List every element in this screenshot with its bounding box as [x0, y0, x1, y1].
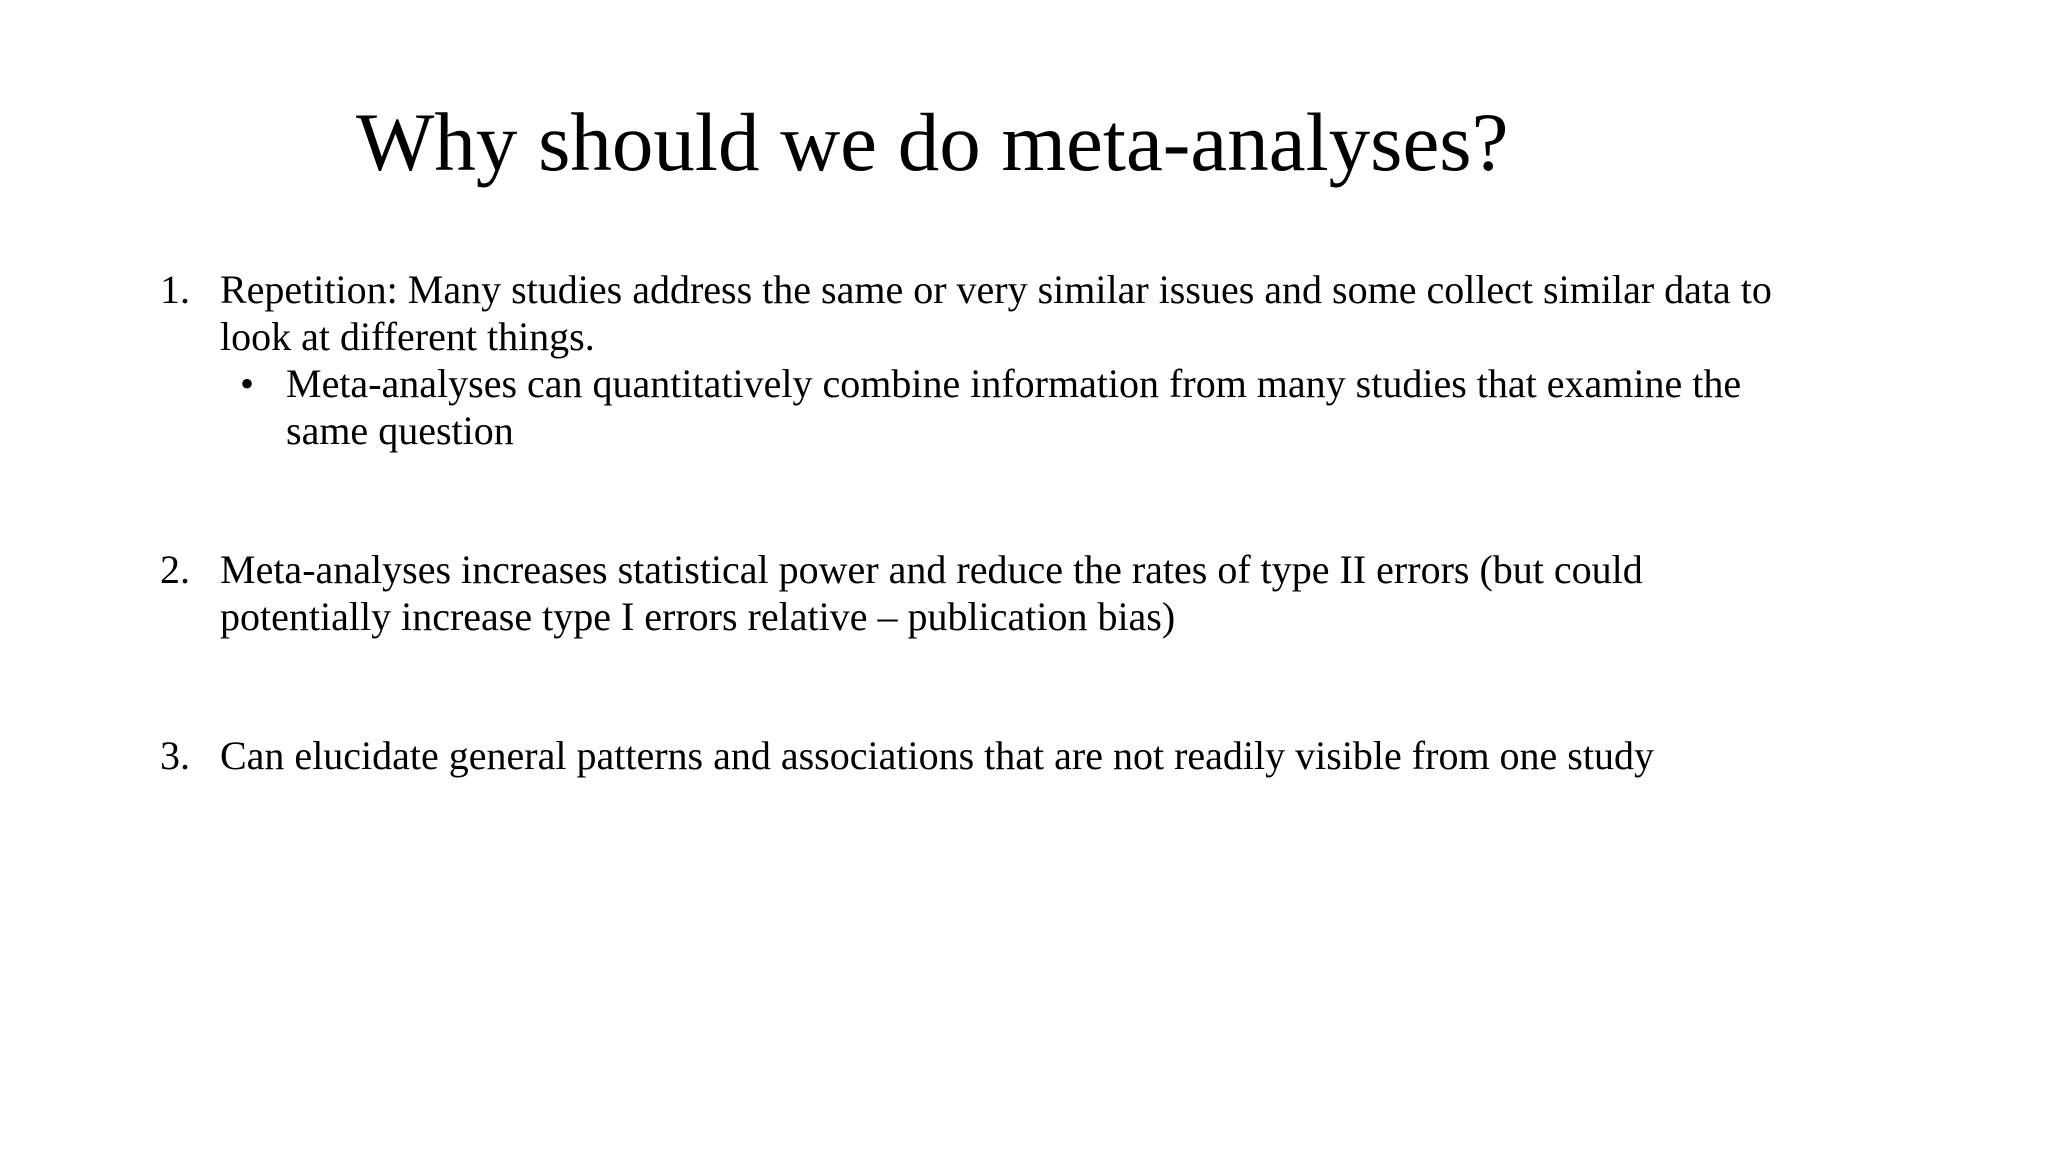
list-item-text: Meta-analyses increases statistical power and reduce the rates of type II errors (but could potentially increase type I errors relative – publication bias) [220, 547, 1643, 639]
list-item-number: 1. [160, 267, 190, 312]
list-item-number: 3. [160, 733, 190, 778]
list-item-3 [160, 732, 1810, 779]
slide-title: Why should we do meta-analyses? [356, 96, 1509, 188]
list-item-1 [160, 266, 1810, 360]
list-item-2 [160, 546, 1810, 640]
list-item-text: Repetition: Many studies address the same or very similar issues and some collect similar data to look at different things. [220, 267, 1772, 359]
sub-list-item-text: Meta-analyses can quantitatively combine information from many studies that examine the same question [286, 361, 1742, 453]
sub-list-item [240, 360, 1826, 454]
list-item-text: Can elucidate general patterns and associations that are not readily visible from one study [220, 733, 1654, 778]
bullet-icon: • [240, 361, 255, 406]
list-item-number: 2. [160, 547, 190, 592]
